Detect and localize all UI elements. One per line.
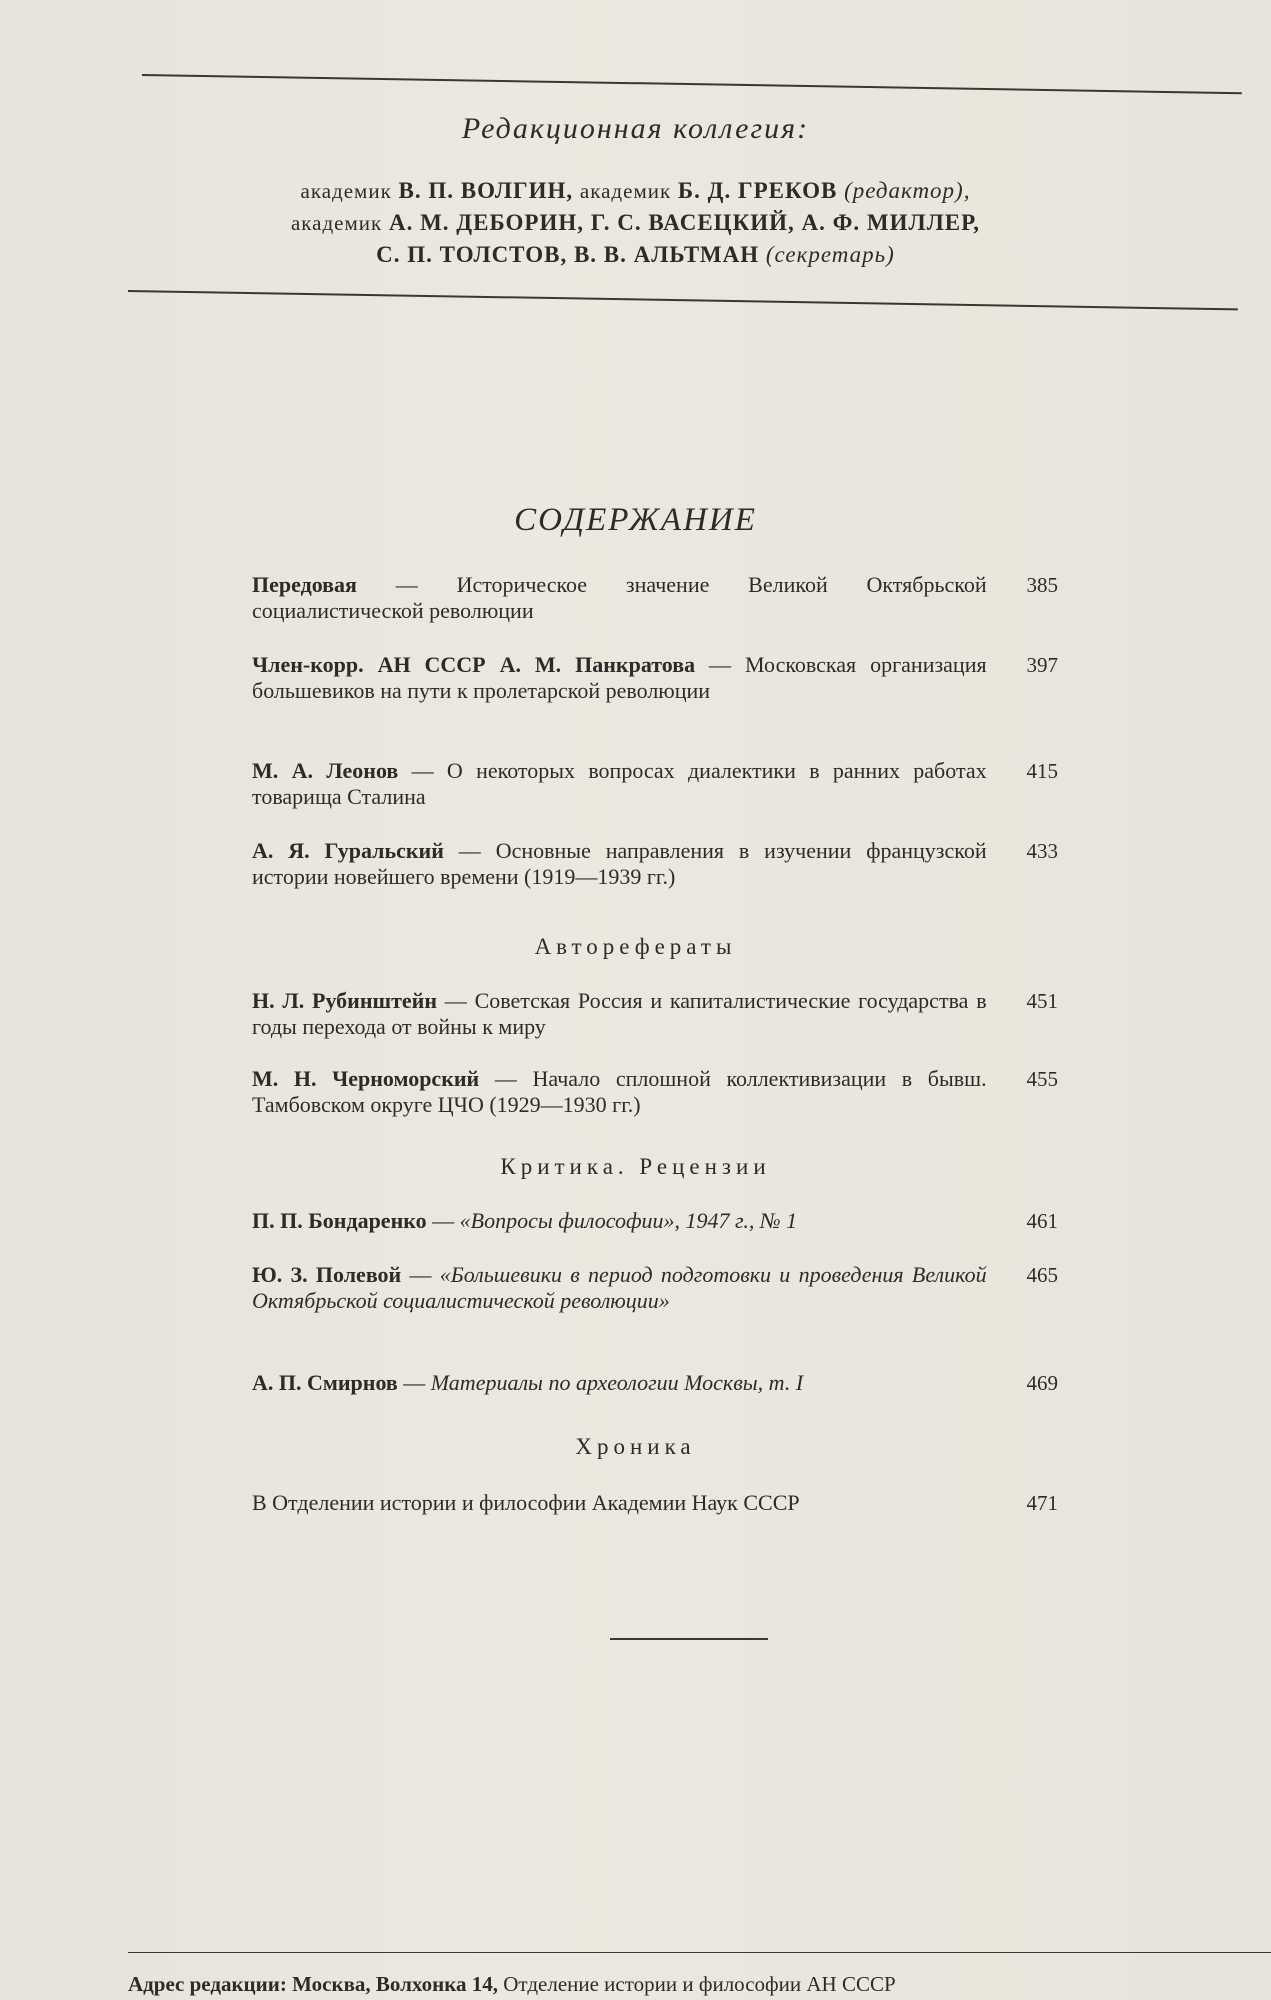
toc-title: Начало сплошной коллективизации в бывш. Тамбовском округе ЦЧО (1929—1930 гг.) <box>252 1066 987 1117</box>
board-name: С. П. ТОЛСТОВ, В. В. АЛЬТМАН <box>376 242 760 267</box>
toc-title: Советская Россия и капиталистические государства в годы перехода от войны к миру <box>252 988 987 1039</box>
toc-entry <box>252 988 1058 1040</box>
toc-title: В Отделении истории и философии Академии Наук СССР <box>252 1490 800 1515</box>
board-prefix: академик <box>290 211 383 235</box>
top-rule <box>142 74 1242 94</box>
footer-address-label: Адрес редакции: Москва, Волхонка 14, <box>128 1972 499 1996</box>
toc-dash: — <box>479 1066 533 1091</box>
toc-entry <box>252 572 1058 624</box>
toc-page-number: 471 <box>1026 1491 1058 1515</box>
editorial-address <box>128 1972 1268 1997</box>
toc-author: М. Н. Черноморский <box>252 1066 480 1091</box>
contents-title: СОДЕРЖАНИЕ <box>514 502 757 538</box>
toc-entry <box>252 1490 1058 1516</box>
toc-page-number: 461 <box>1026 1209 1058 1233</box>
toc-author: Ю. З. Полевой <box>252 1262 402 1287</box>
section-heading-khronika: Хроника <box>575 1434 696 1459</box>
contents-end-rule <box>610 1638 768 1640</box>
toc-page-number: 385 <box>1026 573 1058 597</box>
toc-page-number: 465 <box>1026 1263 1058 1287</box>
toc-title: Материалы по археологии Москвы, т. I <box>430 1370 804 1395</box>
toc-author: А. Я. Гуральский <box>252 838 444 863</box>
toc-author: М. А. Леонов <box>252 758 399 783</box>
toc-author: Передовая <box>252 572 357 597</box>
toc-dash: — <box>443 838 496 863</box>
toc-page-number: 415 <box>1026 759 1058 783</box>
footer-rule <box>128 1952 1271 1953</box>
toc-title: Основные направления в изучении французской истории новейшего времени (1919—1939 гг.) <box>252 838 987 889</box>
board-name: А. М. ДЕБОРИН, Г. С. ВАСЕЦКИЙ, А. Ф. МИЛЛЕР, <box>388 210 981 235</box>
toc-dash: — <box>356 572 457 597</box>
toc-title: Историческое значение Великой Октябрьской социалистической революции <box>252 572 987 623</box>
toc-entry <box>252 758 1058 810</box>
toc-dash: — <box>426 1208 460 1233</box>
toc-entry <box>252 1370 1058 1396</box>
toc-author: П. П. Бондаренко <box>252 1208 427 1233</box>
toc-page-number: 469 <box>1026 1371 1058 1395</box>
toc-dash: — <box>695 652 746 677</box>
toc-dash: — <box>398 758 447 783</box>
board-name: В. П. ВОЛГИН, <box>398 178 574 203</box>
section-heading-autoreferaty: Авторефераты <box>534 934 737 959</box>
toc-title: О некоторых вопросах диалектики в ранних работах товарища Сталина <box>252 758 987 809</box>
toc-page-number: 433 <box>1026 839 1058 863</box>
editorial-board-line-3 <box>0 242 1271 268</box>
toc-entry <box>252 1262 1058 1314</box>
board-prefix: академик <box>579 179 672 203</box>
section-heading-kritika: Критика. Рецензии <box>500 1154 771 1179</box>
editorial-board-line-2 <box>0 210 1271 236</box>
editorial-board-title: Редакционная коллегия: <box>461 112 810 145</box>
board-prefix: академик <box>300 179 392 203</box>
toc-title: «Вопросы философии», 1947 г., № 1 <box>459 1208 798 1233</box>
board-bottom-rule <box>128 290 1238 310</box>
toc-page-number: 451 <box>1026 989 1058 1013</box>
toc-entry <box>252 1066 1058 1118</box>
toc-entry <box>252 838 1058 890</box>
toc-page-number: 455 <box>1026 1067 1058 1091</box>
board-role: (редактор), <box>844 178 971 203</box>
toc-dash: — <box>437 988 475 1013</box>
editorial-board-line-1 <box>0 178 1271 204</box>
toc-author: А. П. Смирнов <box>252 1370 398 1395</box>
board-name: Б. Д. ГРЕКОВ <box>677 178 838 203</box>
toc-entry <box>252 652 1058 704</box>
toc-title: Московская организация большевиков на пути к пролетарской революции <box>252 652 987 703</box>
toc-entry <box>252 1208 1058 1234</box>
toc-author: Н. Л. Рубинштейн <box>252 988 438 1013</box>
toc-author: Член-корр. АН СССР А. М. Панкратова <box>252 652 696 677</box>
toc-dash: — <box>397 1370 431 1395</box>
toc-page-number: 397 <box>1026 653 1058 677</box>
toc-title: «Большевики в период подготовки и проведения Великой Октябрьской социалистической революции» <box>252 1262 987 1313</box>
toc-dash: — <box>401 1262 440 1287</box>
footer-address-text: Отделение истории и философии АН СССР <box>503 1972 896 1996</box>
board-role: (секретарь) <box>765 242 895 267</box>
